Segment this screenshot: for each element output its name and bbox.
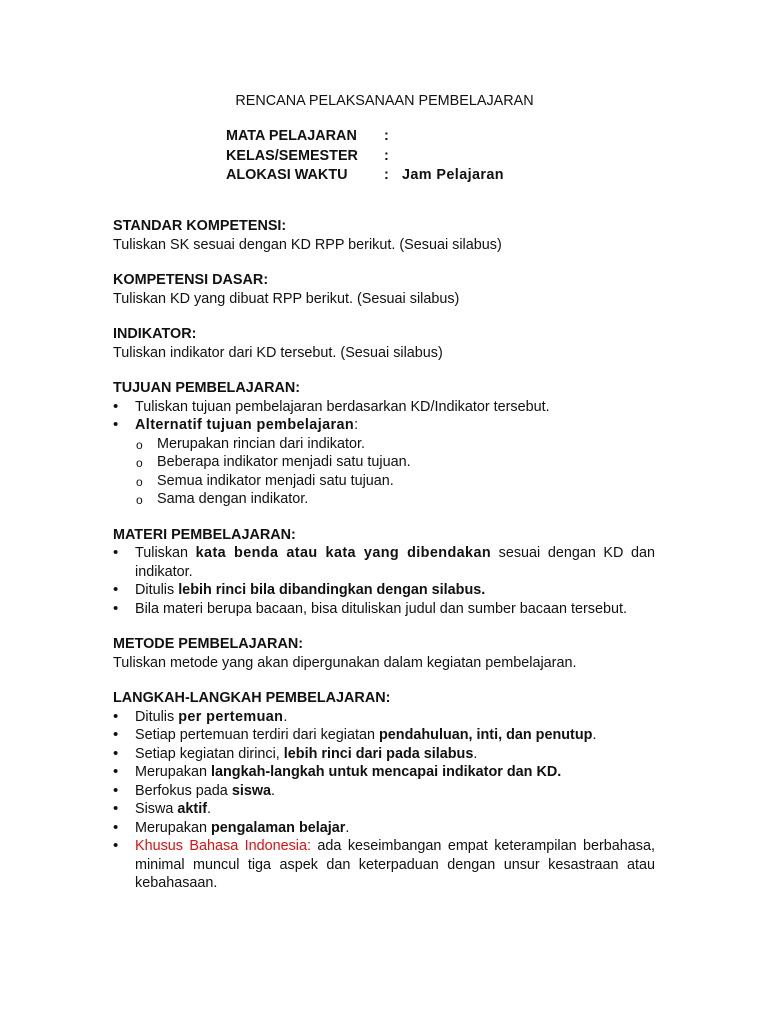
list-item-text: Setiap pertemuan terdiri dari kegiatan [135,727,379,743]
list-item-text: ada keseimbangan empat keterampilan berbahasa, minimal muncul tiga aspek dan keterpaduan dengan unsur kesastraan atau kebahasaan. [135,838,655,891]
section-text: Tuliskan KD yang dibuat RPP berikut. (Sesuai silabus) [113,290,460,307]
list-item-text: Setiap kegiatan dirinci, [135,745,284,762]
document-title: RENCANA PELAKSANAAN PEMBELAJARAN [235,93,534,109]
section-heading: STANDAR KOMPETENSI: [113,218,287,234]
bullet-list [113,544,655,618]
section-kompetensi-dasar [113,271,655,308]
list-item-text: . [592,727,597,743]
meta-label: ALOKASI WAKTU [226,167,348,183]
sub-list-item-text: Sama dengan indikator. [157,491,309,507]
bullet-icon: • [113,744,119,762]
section-indikator [113,325,655,362]
circle-bullet-icon: o [136,437,143,452]
list-item [113,745,655,764]
bullet-icon: • [113,800,119,817]
list-item-bold-text: siswa [231,782,272,799]
list-item-text: Merupakan [135,819,211,836]
section-langkah-pembelajaran [113,689,655,893]
bullet-icon: • [113,818,119,836]
bullet-list [113,398,655,509]
circle-bullet-icon: o [136,493,143,507]
list-item [113,398,655,417]
section-heading: TUJUAN PEMBELAJARAN: [113,380,301,396]
list-item [113,837,655,893]
list-item-text: : [354,417,359,433]
list-item-bold-text: Alternatif tujuan pembelajaran [135,417,355,433]
list-item-text: Berfokus pada [135,782,232,799]
list-item-text: Ditulis [135,708,179,725]
circle-bullet-icon: o [136,474,143,489]
list-item-bold-text: pendahuluan, inti, dan penutup [378,727,593,743]
section-tujuan-pembelajaran [113,379,655,509]
bullet-icon: • [113,416,119,433]
sub-list-item-text: Beberapa indikator menjadi satu tujuan. [157,454,411,470]
list-item-text: Siswa [135,801,178,817]
meta-label: MATA PELAJARAN [226,128,357,144]
meta-row-kelas-semester [226,147,504,167]
list-item [113,800,655,819]
list-item-text: . [473,745,478,762]
list-item [113,600,655,619]
list-item [113,726,655,745]
list-item-bold-text: langkah-langkah untuk mencapai indikator dan KD. [211,764,562,780]
list-item-text: Tuliskan [135,545,196,561]
list-item-text: . [283,708,288,725]
bullet-icon: • [113,599,119,617]
list-item [113,708,655,727]
section-metode-pembelajaran [113,635,655,672]
list-item [113,544,655,581]
list-item-text: Tuliskan tujuan pembelajaran berdasarkan KD/Indikator tersebut. [135,398,550,415]
sub-list-item-text: Semua indikator menjadi satu tujuan. [157,472,394,489]
list-item [113,819,655,838]
meta-label: KELAS/SEMESTER [226,147,358,164]
sub-list-item-text: Merupakan rincian dari indikator. [157,435,365,452]
circle-bullet-icon: o [136,456,143,470]
sub-list-item [135,453,655,472]
section-standar-kompetensi [113,217,655,254]
list-item [113,763,655,782]
sub-list-item [135,435,655,454]
sub-list-item [135,472,655,491]
list-item [113,416,655,509]
bullet-icon: • [113,544,119,561]
list-item-bold-text: kata benda atau kata yang dibendakan [195,545,492,561]
bullet-icon: • [113,726,119,743]
list-item-bold-text: aktif [177,801,207,817]
meta-block [226,127,504,186]
bullet-list [113,708,655,893]
section-heading: METODE PEMBELAJARAN: [113,636,304,652]
document-body [113,217,655,910]
section-text: Tuliskan SK sesuai dengan KD RPP berikut. (Sesuai silabus) [113,236,502,253]
list-item-text: Bila materi berupa bacaan, bisa dituliskan judul dan sumber bacaan tersebut. [135,600,627,617]
list-item-text: . [271,782,276,799]
sub-list-item [135,490,655,509]
bullet-icon: • [113,837,119,854]
list-item-text: sesuai dengan KD dan indikator. [135,545,655,580]
section-heading: INDIKATOR: [113,326,197,342]
section-heading: MATERI PEMBELAJARAN: [113,526,296,543]
list-item-bold-text: lebih rinci bila dibandingkan dengan silabus. [178,582,486,598]
list-item-text: . [345,819,350,836]
section-materi-pembelajaran [113,526,655,619]
section-heading: KOMPETENSI DASAR: [113,272,269,288]
list-item [113,782,655,801]
list-item-bold-text: per pertemuan [178,708,284,725]
highlighted-text: Khusus Bahasa Indonesia: [135,838,312,854]
section-heading: LANGKAH-LANGKAH PEMBELAJARAN: [113,690,391,706]
bullet-icon: • [113,397,119,415]
list-item-text: Merupakan [135,764,211,780]
meta-colon: : [384,147,389,164]
list-item-text: . [206,801,211,817]
list-item-bold-text: pengalaman belajar [211,819,346,836]
section-text: Tuliskan indikator dari KD tersebut. (Sesuai silabus) [113,344,443,361]
bullet-icon: • [113,707,119,725]
sub-list [135,435,655,509]
meta-row-mata-pelajaran [226,127,504,147]
section-text: Tuliskan metode yang akan dipergunakan dalam kegiatan pembelajaran. [113,654,577,671]
bullet-icon: • [113,781,119,799]
bullet-icon: • [113,763,119,780]
meta-colon: : [384,167,389,183]
bullet-icon: • [113,581,119,598]
meta-value: Jam Pelajaran [402,167,504,183]
meta-row-alokasi-waktu [226,166,504,186]
list-item-bold-text: lebih rinci dari pada silabus [283,745,474,762]
list-item [113,581,655,600]
meta-colon: : [384,128,389,144]
list-item-text: Ditulis [135,582,179,598]
